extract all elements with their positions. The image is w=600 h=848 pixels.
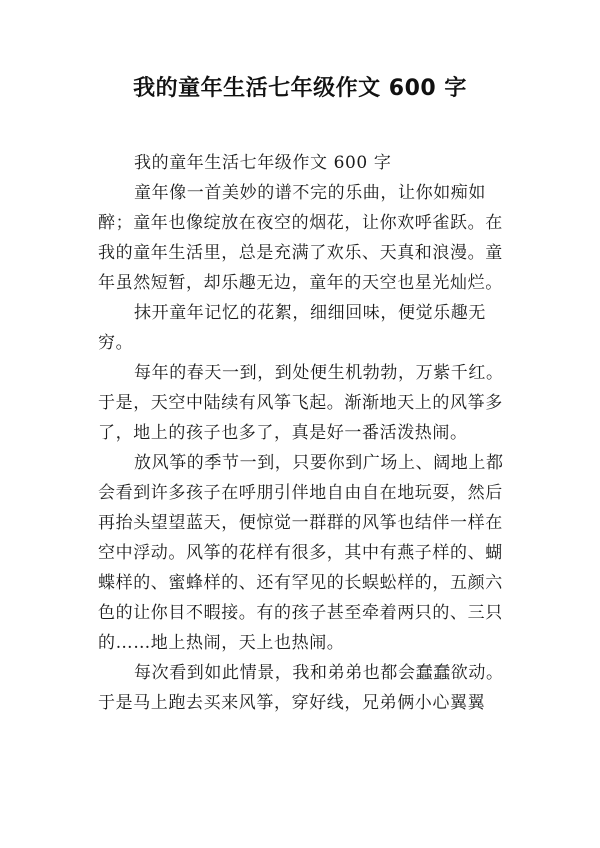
paragraph-4: 放风筝的季节一到，只要你到广场上、阔地上都会看到许多孩子在呼朋引伴地自由自在地玩耍，然后再抬头望望蓝天，便惊觉一群群的风筝也结伴一样在空中浮动。风筝的花样有很多，其中有燕子样的、蝴蝶样的、蜜蜂样的、还有罕见的长蜈蚣样的，五颜六色的让你目不暇接。有的孩子甚至牵着两只的、三只的……地上热闹，天上也热闹。	[98, 453, 504, 653]
paragraph-2: 抹开童年记忆的花絮，细细回味，便觉乐趣无穷。	[98, 303, 486, 353]
paragraph-1: 童年像一首美妙的谱不完的乐曲，让你如痴如醉；童年也像绽放在夜空的烟花，让你欢呼雀跃。在我的童年生活里，总是充满了欢乐、天真和浪漫。童年虽然短暂，却乐趣无边，童年的天空也星光灿烂。	[98, 183, 503, 293]
document-body	[98, 148, 518, 718]
paragraph-5: 每次看到如此情景，我和弟弟也都会蠢蠢欲动。于是马上跑去买来风筝，穿好线，兄弟俩小心翼翼	[98, 663, 504, 713]
paragraph-3: 每年的春天一到，到处便生机勃勃，万紫千红。于是，天空中陆续有风筝飞起。渐渐地天上的风筝多了，地上的孩子也多了，真是好一番活泼热闹。	[98, 363, 504, 443]
paragraph-subtitle: 我的童年生活七年级作文 600 字	[134, 153, 392, 173]
document-title: 我的童年生活七年级作文 600 字	[133, 76, 467, 101]
